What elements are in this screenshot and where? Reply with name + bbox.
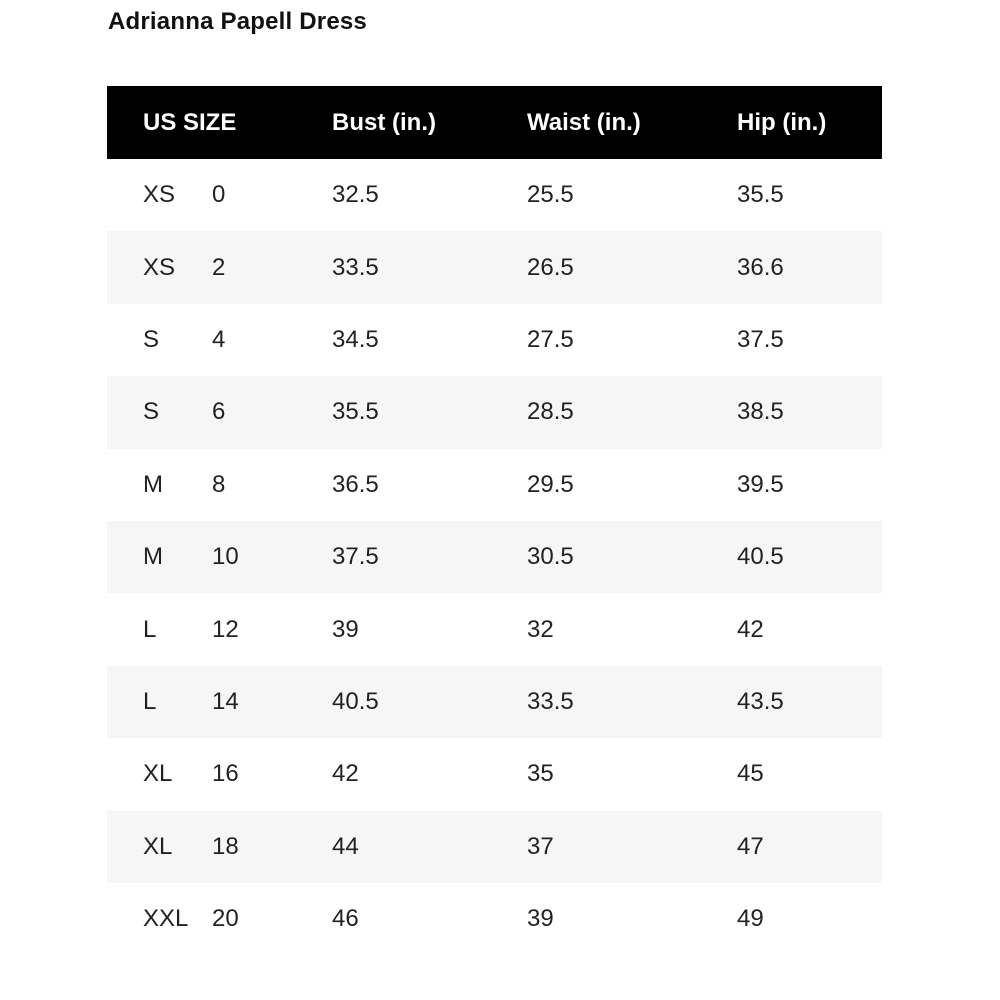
- hip-cell: 42: [737, 615, 764, 643]
- hip-cell: 35.5: [737, 181, 784, 209]
- size-letter: M: [143, 543, 163, 571]
- size-letter: XXL: [143, 905, 189, 933]
- size-letter: XS: [143, 181, 176, 209]
- bust-cell: 40.5: [332, 687, 379, 715]
- bust-cell: 35.5: [332, 398, 379, 426]
- hip-cell: 39.5: [737, 470, 784, 498]
- waist-cell: 39: [527, 905, 554, 933]
- size-number: 8: [212, 470, 226, 498]
- size-cell: [107, 905, 332, 933]
- size-cell: [107, 688, 332, 716]
- size-letter: S: [143, 325, 160, 353]
- size-number: 6: [212, 398, 226, 426]
- header-waist: Waist (in.): [527, 108, 641, 136]
- waist-cell: 37: [527, 832, 554, 860]
- waist-cell: 35: [527, 760, 554, 788]
- table-row: [107, 231, 882, 303]
- bust-cell: 39: [332, 615, 359, 643]
- size-chart-table: [107, 86, 882, 955]
- waist-cell: 28.5: [527, 398, 574, 426]
- size-cell: [107, 254, 332, 282]
- table-row: [107, 883, 882, 955]
- size-number: 10: [212, 543, 239, 571]
- size-letter: XL: [143, 760, 173, 788]
- table-row: [107, 376, 882, 448]
- size-cell: [107, 326, 332, 354]
- bust-cell: 36.5: [332, 470, 379, 498]
- hip-cell: 38.5: [737, 398, 784, 426]
- table-row: [107, 811, 882, 883]
- size-number: 0: [212, 181, 226, 209]
- size-letter: L: [143, 687, 157, 715]
- hip-cell: 36.6: [737, 253, 784, 281]
- header-hip: Hip (in.): [737, 108, 827, 136]
- page-title: Adrianna Papell Dress: [108, 8, 367, 35]
- size-cell: [107, 398, 332, 426]
- size-number: 18: [212, 832, 239, 860]
- table-header-row: [107, 86, 882, 159]
- size-number: 20: [212, 905, 239, 933]
- size-letter: S: [143, 398, 160, 426]
- waist-cell: 26.5: [527, 253, 574, 281]
- size-cell: [107, 760, 332, 788]
- hip-cell: 45: [737, 760, 764, 788]
- size-letter: L: [143, 615, 157, 643]
- header-us-size: US SIZE: [143, 108, 237, 136]
- bust-cell: 44: [332, 832, 359, 860]
- size-cell: [107, 543, 332, 571]
- hip-cell: 43.5: [737, 687, 784, 715]
- table-row: [107, 449, 882, 521]
- size-cell: [107, 833, 332, 861]
- size-number: 2: [212, 253, 226, 281]
- size-letter: XL: [143, 832, 173, 860]
- header-bust: Bust (in.): [332, 108, 436, 136]
- size-number: 12: [212, 615, 239, 643]
- size-cell: [107, 181, 332, 209]
- table-row: [107, 521, 882, 593]
- hip-cell: 49: [737, 905, 764, 933]
- waist-cell: 25.5: [527, 181, 574, 209]
- waist-cell: 32: [527, 615, 554, 643]
- size-number: 4: [212, 325, 226, 353]
- table-row: [107, 159, 882, 231]
- size-cell: [107, 616, 332, 644]
- table-row: [107, 738, 882, 810]
- bust-cell: 33.5: [332, 253, 379, 281]
- size-letter: XS: [143, 253, 176, 281]
- size-cell: [107, 471, 332, 499]
- hip-cell: 37.5: [737, 325, 784, 353]
- table-row: [107, 593, 882, 665]
- size-letter: M: [143, 470, 163, 498]
- hip-cell: 47: [737, 832, 764, 860]
- bust-cell: 34.5: [332, 325, 379, 353]
- waist-cell: 33.5: [527, 687, 574, 715]
- hip-cell: 40.5: [737, 543, 784, 571]
- bust-cell: 42: [332, 760, 359, 788]
- waist-cell: 29.5: [527, 470, 574, 498]
- table-row: [107, 304, 882, 376]
- table-row: [107, 666, 882, 738]
- bust-cell: 32.5: [332, 181, 379, 209]
- bust-cell: 46: [332, 905, 359, 933]
- waist-cell: 27.5: [527, 325, 574, 353]
- size-number: 16: [212, 760, 239, 788]
- bust-cell: 37.5: [332, 543, 379, 571]
- waist-cell: 30.5: [527, 543, 574, 571]
- size-number: 14: [212, 687, 239, 715]
